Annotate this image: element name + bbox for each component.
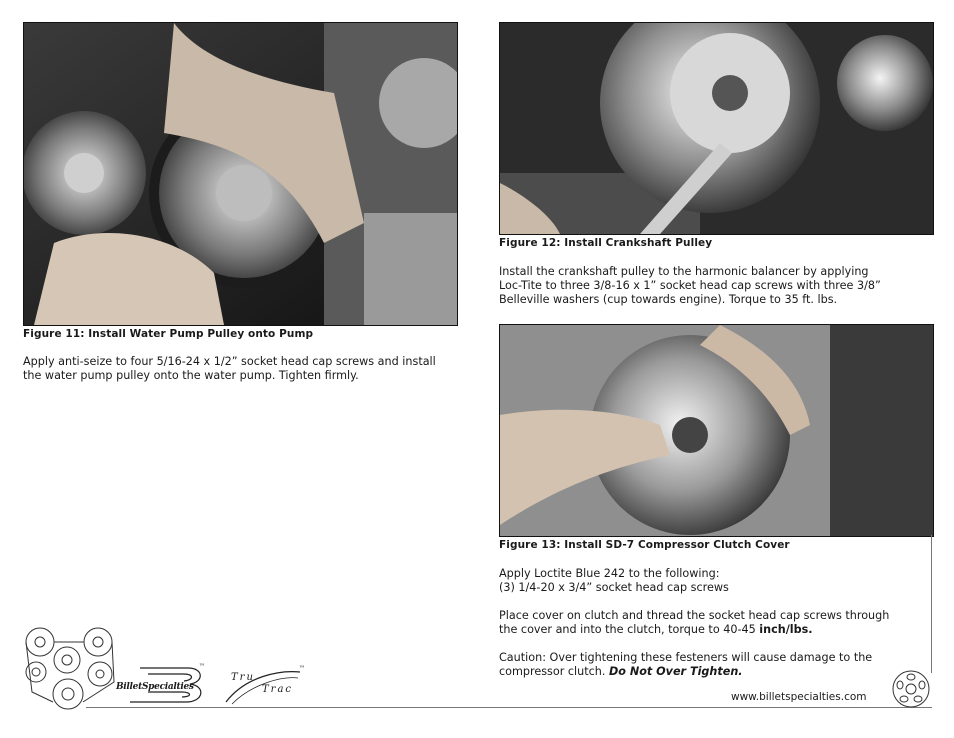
figure-13-p1-line1: Apply Loctite Blue 242 to the following:: [499, 567, 720, 580]
figure-12-text-line1: Install the crankshaft pulley to the harmonic balancer by applying: [499, 265, 869, 278]
caution-text: compressor clutch.: [499, 665, 609, 678]
compressor-clutch-cover-image: [500, 325, 933, 536]
figure-13-caption: Figure 13: Install SD-7 Compressor Clutch Cover: [499, 539, 790, 551]
crankshaft-pulley-image: [500, 23, 933, 234]
figure-13-p3-line2: [499, 665, 889, 679]
figure-12-text-line2: Loc-Tite to three 3/8-16 x 1” socket head cap screws with three 3/8”: [499, 279, 881, 292]
caution-emphasis: Do Not Over Tighten.: [608, 665, 743, 678]
figure-13-p3-line1: Caution: Over tightening these festeners will cause damage to the: [499, 651, 873, 664]
figure-12-photo: [499, 22, 934, 235]
trac-logo-text: Trac: [262, 684, 294, 695]
figure-12-caption: Figure 12: Install Crankshaft Pulley: [499, 237, 713, 249]
torque-unit: inch/lbs.: [759, 623, 813, 636]
footer-url: www.billetspecialties.com: [731, 691, 867, 703]
figure-11-photo: [23, 22, 458, 326]
figure-13-p2-line2: [499, 623, 889, 637]
torque-text: the cover and into the clutch, torque to 40-45: [499, 623, 760, 636]
pulley-system-icon: [22, 622, 122, 712]
figure-11-text-line1: Apply anti-seize to four 5/16-24 x 1/2” socket head cap screws and install: [23, 355, 436, 368]
footer-rule: [86, 707, 932, 708]
figure-13-p1-line2: (3) 1/4-20 x 3/4” socket head cap screws: [499, 581, 729, 594]
right-rule: [931, 535, 932, 673]
tru-logo-text: Tru: [231, 672, 255, 683]
figure-12-text-line3: Belleville washers (cup towards engine). Torque to 35 ft. lbs.: [499, 293, 838, 306]
pulley-corner-icon: [890, 668, 932, 710]
figure-13-text: [499, 567, 889, 679]
billet-specialties-logo-text: BilletSpecialties: [116, 682, 194, 692]
water-pump-pulley-image: [24, 23, 457, 325]
figure-11-text: [23, 355, 436, 383]
figure-13-p2-line1: Place cover on clutch and thread the socket head cap screws through: [499, 609, 890, 622]
billet-tm: ™: [199, 663, 205, 670]
figure-12-text: [499, 265, 881, 307]
figure-11-caption: Figure 11: Install Water Pump Pulley onto Pump: [23, 328, 314, 340]
tru-trac-tm: ™: [299, 665, 305, 672]
figure-13-photo: [499, 324, 934, 537]
figure-11-text-line2: the water pump pulley onto the water pump. Tighten firmly.: [23, 369, 359, 382]
